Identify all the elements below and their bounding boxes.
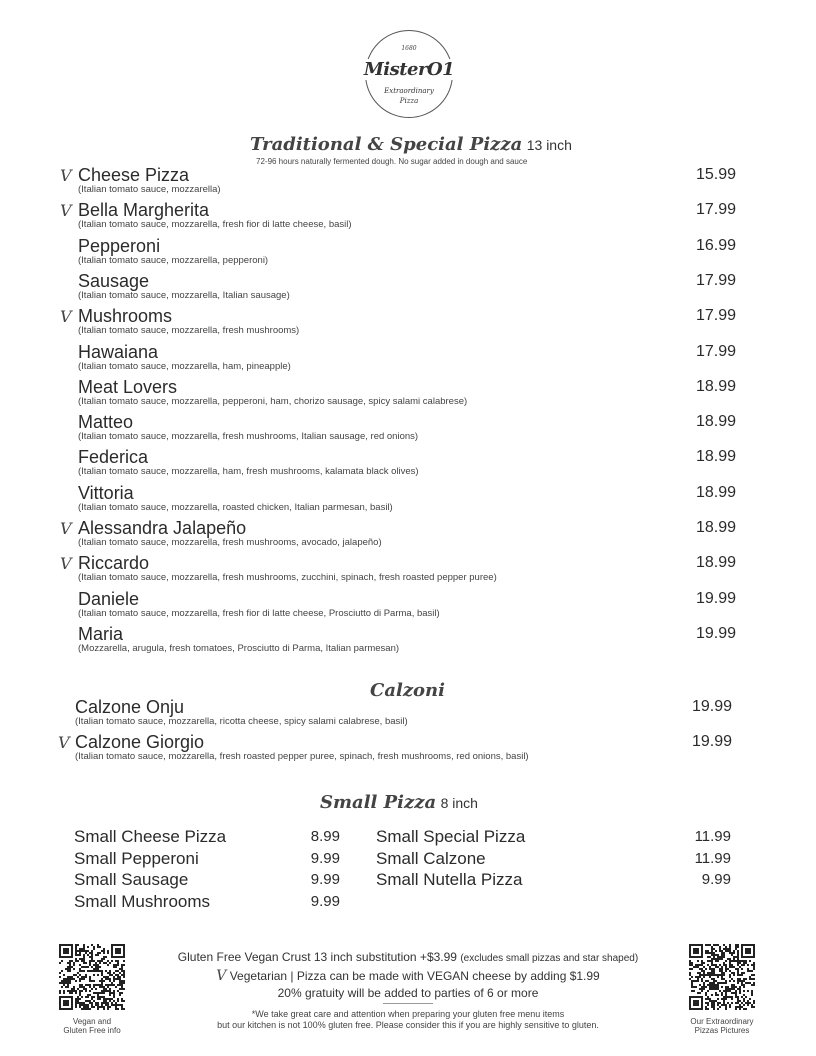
menu-item-description: (Italian tomato sauce, mozzarella, fresh fior di latte cheese, basil): [78, 219, 352, 231]
logo-name: MisterO1: [352, 59, 466, 80]
menu-item-name: Daniele: [78, 588, 140, 609]
vegetarian-icon: V: [216, 968, 227, 984]
menu-item-price: 18.99: [695, 554, 736, 572]
vegetarian-text: Vegetarian | Pizza can be made with VEGAN cheese by adding $1.99: [229, 969, 600, 983]
menu-item-price: 19.99: [695, 589, 736, 607]
small-item-price: 11.99: [694, 849, 731, 867]
vegetarian-icon: V: [60, 554, 72, 574]
menu-item-name: Maria: [78, 623, 124, 644]
menu-item-name: Meat Lovers: [78, 376, 178, 397]
disclaimer-line-1: *We take great care and attention when preparing your gluten free menu items: [251, 1009, 565, 1019]
menu-item-description: (Italian tomato sauce, mozzarella, fresh roasted pepper puree, spinach, fresh mushrooms, red onions, basil): [75, 751, 529, 762]
vegetarian-icon: V: [60, 201, 72, 221]
traditional-note: 72-96 hours naturally fermented dough. No sugar added in dough and sauce: [256, 157, 528, 166]
logo-tagline-1: Extraordinary: [384, 87, 434, 95]
gluten-free-note: (excludes small pizzas and star shaped): [460, 953, 639, 964]
logo-tagline-2: Pizza: [399, 97, 419, 105]
vegetarian-icon: V: [60, 307, 72, 327]
menu-item-description: (Italian tomato sauce, mozzarella, ham, pineapple): [78, 360, 291, 372]
small-item-price: 11.99: [694, 828, 731, 845]
menu-item-description: (Italian tomato sauce, mozzarella, ham, fresh mushrooms, kalamata black olives): [78, 466, 419, 478]
footer-divider: [383, 1003, 433, 1004]
small-item-name: Small Mushrooms: [74, 891, 211, 911]
menu-item-price: 19.99: [695, 624, 736, 642]
menu-item-description: (Italian tomato sauce, mozzarella, ricotta cheese, spicy salami calabrese, basil): [75, 716, 408, 727]
menu-item-name: Calzone Onju: [75, 697, 185, 717]
small-item-price: 9.99: [310, 892, 340, 910]
small-item-name: Small Special Pizza: [376, 827, 526, 846]
menu-item-description: (Italian tomato sauce, mozzarella, fresh mushrooms, zucchini, spinach, fresh roasted pepper puree): [78, 572, 497, 584]
gratuity-line: 20% gratuity will be added to parties of 6 or more: [277, 986, 539, 1000]
menu-item-name: Riccardo: [78, 553, 150, 574]
menu-item-description: (Italian tomato sauce, mozzarella, fresh fior di latte cheese, Prosciutto di Parma, basil): [78, 607, 440, 619]
small-size: 8 inch: [440, 795, 478, 811]
menu-item-price: 18.99: [695, 413, 736, 431]
logo-year: 1680: [401, 45, 417, 52]
traditional-header: [250, 134, 572, 155]
qr-right-label: [682, 1017, 762, 1035]
menu-item-description: (Italian tomato sauce, mozzarella, Italian sausage): [78, 289, 290, 301]
menu-item-price: 19.99: [691, 698, 732, 715]
menu-item-price: 16.99: [695, 236, 736, 254]
menu-item-price: 17.99: [695, 342, 736, 360]
small-item-price: 9.99: [310, 871, 340, 888]
menu-item-description: (Italian tomato sauce, mozzarella, pepperoni, ham, chorizo sausage, spicy salami calabrese): [78, 395, 468, 407]
qr-right-label-line2: Pizzas Pictures: [694, 1026, 750, 1035]
qr-right-label-line1: Our Extraordinary: [690, 1017, 754, 1026]
menu-item-description: (Italian tomato sauce, mozzarella, fresh mushrooms, avocado, jalapeño): [78, 537, 382, 548]
vegetarian-icon: V: [60, 519, 72, 538]
small-item-price: 9.99: [310, 849, 340, 867]
menu-item-name: Calzone Giorgio: [75, 732, 205, 752]
menu-item-description: (Italian tomato sauce, mozzarella, fresh mushrooms): [78, 325, 300, 337]
small-item-name: Small Sausage: [74, 870, 189, 889]
menu-item-description: (Italian tomato sauce, mozzarella, roasted chicken, Italian parmesan, basil): [78, 501, 393, 513]
restaurant-logo: [365, 30, 453, 118]
calzoni-title: Calzoni: [370, 680, 445, 701]
menu-item-name: Federica: [78, 447, 149, 468]
menu-item-name: Mushrooms: [78, 306, 173, 327]
menu-item-price: 18.99: [695, 519, 736, 536]
small-item-price: 9.99: [701, 871, 731, 888]
gluten-free-line: [140, 950, 676, 964]
qr-code-icon: [59, 944, 125, 1010]
menu-item-price: 15.99: [695, 166, 736, 183]
traditional-size: 13 inch: [526, 137, 572, 153]
qr-left-label-line1: Vegan and: [72, 1017, 112, 1026]
menu-item-name: Alessandra Jalapeño: [78, 518, 247, 538]
menu-item-price: 18.99: [695, 448, 736, 466]
gluten-disclaimer: [140, 1009, 676, 1031]
qr-left-label-line2: Gluten Free info: [63, 1026, 121, 1035]
small-item-price: 8.99: [310, 828, 340, 845]
menu-item-price: 19.99: [691, 733, 732, 750]
menu-item-name: Hawaiana: [78, 341, 159, 362]
vegetarian-icon: V: [60, 166, 72, 185]
menu-item-description: (Italian tomato sauce, mozzarella): [78, 184, 221, 195]
vegetarian-icon: V: [58, 733, 70, 752]
menu-item-name: Vittoria: [78, 482, 134, 503]
small-header: [320, 792, 478, 813]
qr-code-icon: [689, 944, 755, 1010]
menu-item-description: (Mozzarella, arugula, fresh tomatoes, Prosciutto di Parma, Italian parmesan): [78, 642, 400, 654]
menu-item-name: Bella Margherita: [78, 200, 210, 221]
menu-item-price: 18.99: [695, 377, 736, 395]
small-item-name: Small Nutella Pizza: [376, 870, 523, 889]
vegetarian-line: [140, 968, 676, 984]
menu-item-description: (Italian tomato sauce, mozzarella, pepperoni): [78, 254, 269, 266]
qr-left-label: [52, 1017, 132, 1035]
menu-item-description: (Italian tomato sauce, mozzarella, fresh mushrooms, Italian sausage, red onions): [78, 431, 419, 443]
traditional-title: Traditional & Special Pizza: [250, 134, 523, 155]
menu-item-name: Matteo: [78, 412, 134, 433]
gluten-free-text: Gluten Free Vegan Crust 13 inch substitution +$3.99: [177, 950, 457, 964]
menu-item-name: Sausage: [78, 270, 150, 291]
menu-item-name: Cheese Pizza: [78, 165, 190, 185]
menu-item-price: 17.99: [695, 201, 736, 219]
menu-item-price: 18.99: [695, 483, 736, 501]
menu-item-price: 17.99: [695, 271, 736, 289]
small-title: Small Pizza: [320, 792, 437, 813]
disclaimer-line-2: but our kitchen is not 100% gluten free. Please consider this if you are highly sensitive to gluten.: [217, 1020, 599, 1030]
menu-item-name: Pepperoni: [78, 235, 161, 256]
menu-item-price: 17.99: [695, 307, 736, 325]
small-item-name: Small Cheese Pizza: [74, 827, 227, 846]
qr-code-right[interactable]: [689, 944, 755, 1015]
small-item-name: Small Pepperoni: [74, 848, 199, 868]
small-item-name: Small Calzone: [376, 848, 486, 868]
qr-code-left[interactable]: [59, 944, 125, 1015]
